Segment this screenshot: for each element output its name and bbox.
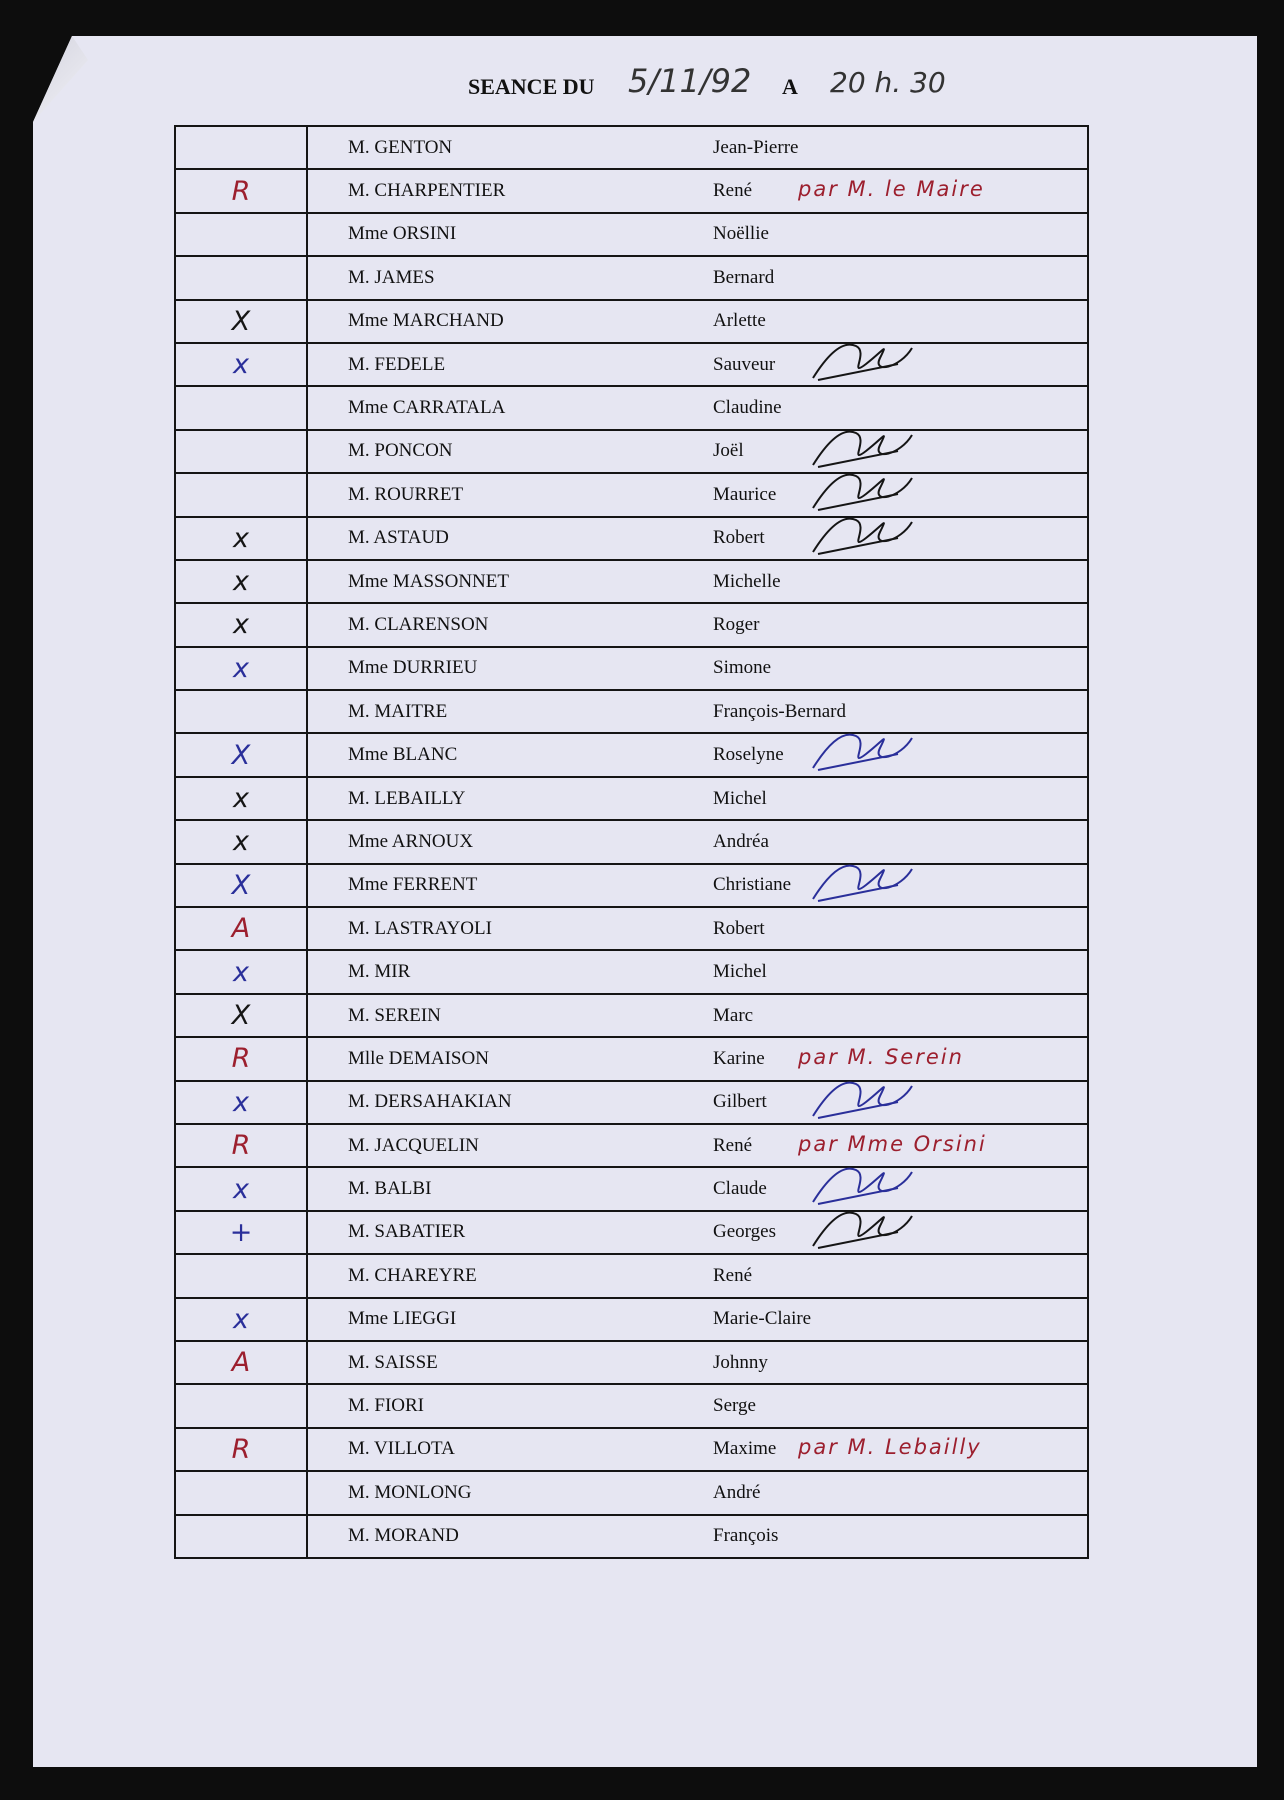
member-name: M. MAITRE [348, 700, 448, 722]
member-first-name: Roselyne [713, 744, 784, 766]
member-name: Mme BLANC [348, 744, 458, 766]
signature-scribble [808, 855, 918, 911]
member-name: M. SEREIN [348, 1004, 441, 1026]
table-row [175, 386, 1088, 429]
member-name: M. DERSAHAKIAN [348, 1091, 512, 1113]
attendance-mark-cell [175, 950, 307, 993]
attendance-mark-cell [175, 517, 307, 560]
member-cell [307, 777, 1088, 820]
member-cell [307, 473, 1088, 516]
table-row [175, 1037, 1088, 1080]
member-cell [307, 690, 1088, 733]
signature-scribble [808, 334, 918, 390]
attendance-table-body [175, 126, 1088, 1558]
member-name: M. PONCON [348, 440, 453, 462]
member-first-name: Andréa [713, 830, 769, 852]
attendance-mark-cell [175, 1037, 307, 1080]
attendance-mark-cell [175, 1428, 307, 1471]
table-row [175, 820, 1088, 863]
signature-scribble [808, 1158, 918, 1214]
attendance-mark-cell [175, 1124, 307, 1167]
table-row [175, 1471, 1088, 1514]
table-row [175, 1384, 1088, 1427]
table-row [175, 690, 1088, 733]
member-cell [307, 733, 1088, 776]
table-row [175, 603, 1088, 646]
member-name: Mme FERRENT [348, 874, 478, 896]
member-name: Mme CARRATALA [348, 397, 506, 419]
attendance-mark-cell [175, 1384, 307, 1427]
member-cell [307, 1428, 1088, 1471]
attendance-mark-cell [175, 1254, 307, 1297]
member-name: Mlle DEMAISON [348, 1047, 489, 1069]
table-row [175, 256, 1088, 299]
member-cell [307, 647, 1088, 690]
member-name: M. MORAND [348, 1525, 459, 1547]
attendance-mark-cell [175, 690, 307, 733]
member-name: Mme DURRIEU [348, 657, 478, 679]
attendance-mark-cell [175, 907, 307, 950]
member-cell [307, 820, 1088, 863]
table-row [175, 1211, 1088, 1254]
member-cell [307, 517, 1088, 560]
member-first-name: Robert [713, 917, 765, 939]
member-cell [307, 560, 1088, 603]
attendance-mark: A [231, 913, 251, 945]
table-row [175, 777, 1088, 820]
attendance-mark: x [233, 609, 249, 641]
member-first-name: Johnny [713, 1351, 768, 1373]
member-first-name: René [713, 1134, 753, 1156]
attendance-mark: x [233, 522, 249, 554]
member-cell [307, 1298, 1088, 1341]
member-first-name: Marie-Claire [713, 1308, 812, 1330]
attendance-mark: x [233, 826, 249, 858]
table-row [175, 1515, 1088, 1558]
member-cell [307, 1211, 1088, 1254]
attendance-mark: X [231, 739, 251, 771]
table-row [175, 864, 1088, 907]
signature-scribble [808, 508, 918, 564]
attendance-mark: R [231, 1043, 251, 1075]
member-name: M. VILLOTA [348, 1438, 455, 1460]
member-name: M. SAISSE [348, 1351, 438, 1373]
member-first-name: Maurice [713, 483, 777, 505]
attendance-mark-cell [175, 820, 307, 863]
member-cell [307, 1254, 1088, 1297]
member-name: M. BALBI [348, 1178, 432, 1200]
member-name: M. JAMES [348, 266, 435, 288]
attendance-mark-cell [175, 343, 307, 386]
member-first-name: Serge [713, 1395, 756, 1417]
attendance-mark-cell [175, 1471, 307, 1514]
table-row [175, 169, 1088, 212]
member-cell [307, 1124, 1088, 1167]
attendance-mark: x [233, 652, 249, 684]
member-cell [307, 430, 1088, 473]
attendance-mark-cell [175, 864, 307, 907]
attendance-mark: x [233, 1303, 249, 1335]
member-name: M. CHAREYRE [348, 1264, 477, 1286]
table-row [175, 647, 1088, 690]
member-cell [307, 1471, 1088, 1514]
member-first-name: Roger [713, 613, 760, 635]
attendance-mark-cell [175, 733, 307, 776]
attendance-mark-cell [175, 213, 307, 256]
member-first-name: Sauveur [713, 353, 776, 375]
member-first-name: Christiane [713, 874, 792, 896]
member-cell [307, 994, 1088, 1037]
table-row [175, 1341, 1088, 1384]
member-first-name: François-Bernard [713, 700, 846, 722]
member-first-name: Bernard [713, 266, 775, 288]
member-name: M. CHARPENTIER [348, 180, 506, 202]
attendance-mark-cell [175, 1081, 307, 1124]
attendance-mark-cell [175, 560, 307, 603]
attendance-mark-cell [175, 603, 307, 646]
table-row [175, 300, 1088, 343]
member-name: M. FEDELE [348, 353, 446, 375]
proxy-note: par M. Serein [798, 1044, 964, 1069]
attendance-mark-cell [175, 1515, 307, 1558]
member-cell [307, 1037, 1088, 1080]
table-row [175, 1124, 1088, 1167]
member-name: M. CLARENSON [348, 613, 489, 635]
member-cell [307, 1515, 1088, 1558]
member-first-name: Georges [713, 1221, 776, 1243]
member-first-name: Robert [713, 527, 765, 549]
table-row [175, 473, 1088, 516]
member-first-name: René [713, 1264, 753, 1286]
attendance-mark: x [233, 566, 249, 598]
table-row [175, 560, 1088, 603]
member-first-name: André [713, 1481, 761, 1503]
attendance-mark: x [233, 1173, 249, 1205]
signature-scribble [808, 724, 918, 780]
member-name: Mme LIEGGI [348, 1308, 457, 1330]
attendance-mark-cell [175, 1167, 307, 1210]
member-first-name: Arlette [713, 310, 766, 332]
member-name: M. MONLONG [348, 1481, 472, 1503]
attendance-mark: x [233, 783, 249, 815]
table-row [175, 126, 1088, 169]
member-cell [307, 126, 1088, 169]
table-row [175, 1298, 1088, 1341]
attendance-mark-cell [175, 647, 307, 690]
member-name: M. ROURRET [348, 483, 464, 505]
attendance-mark: X [231, 1000, 251, 1031]
table-row [175, 1254, 1088, 1297]
member-first-name: Jean-Pierre [713, 136, 799, 158]
member-cell [307, 213, 1088, 256]
member-first-name: Michelle [713, 570, 781, 592]
attendance-mark-cell [175, 430, 307, 473]
member-first-name: Michel [713, 961, 767, 983]
member-cell [307, 907, 1088, 950]
a-label: A [782, 74, 798, 99]
member-first-name: Claude [713, 1178, 767, 1200]
member-cell [307, 1384, 1088, 1427]
attendance-mark-cell [175, 126, 307, 169]
table-row [175, 733, 1088, 776]
member-name: M. FIORI [348, 1395, 425, 1417]
member-first-name: Karine [713, 1047, 765, 1069]
signature-scribble [808, 1202, 918, 1258]
member-name: M. MIR [348, 961, 411, 983]
table-row [175, 343, 1088, 386]
table-row [175, 994, 1088, 1037]
member-cell [307, 300, 1088, 343]
attendance-mark: + [229, 1216, 253, 1248]
attendance-mark: X [231, 869, 251, 901]
attendance-mark-cell [175, 1298, 307, 1341]
member-first-name: Gilbert [713, 1091, 767, 1113]
member-first-name: Maxime [713, 1438, 777, 1460]
attendance-mark-cell [175, 169, 307, 212]
attendance-mark: x [233, 1086, 249, 1118]
seance-label: SEANCE DU [468, 74, 595, 99]
table-row [175, 517, 1088, 560]
table-row [175, 1167, 1088, 1210]
proxy-note: par M. Lebailly [798, 1435, 982, 1460]
member-name: Mme ORSINI [348, 223, 457, 245]
member-cell [307, 343, 1088, 386]
member-first-name: François [713, 1525, 779, 1547]
member-cell [307, 256, 1088, 299]
signature-scribble [808, 421, 918, 477]
attendance-mark-cell [175, 1211, 307, 1254]
member-name: Mme MASSONNET [348, 570, 509, 592]
table-row [175, 213, 1088, 256]
member-first-name: René [713, 180, 753, 202]
member-cell [307, 1081, 1088, 1124]
member-first-name: Simone [713, 657, 772, 679]
table-row [175, 1428, 1088, 1471]
signature-scribble [808, 464, 918, 520]
table-row [175, 907, 1088, 950]
attendance-mark-cell [175, 473, 307, 516]
attendance-mark-cell [175, 386, 307, 429]
attendance-table [174, 125, 1089, 1559]
attendance-mark: R [231, 175, 251, 207]
proxy-note: par Mme Orsini [798, 1131, 987, 1156]
attendance-mark-cell [175, 994, 307, 1037]
member-name: M. GENTON [348, 136, 453, 158]
session-date: 5/11/92 [628, 62, 752, 100]
member-cell [307, 1167, 1088, 1210]
attendance-mark: A [231, 1347, 251, 1379]
proxy-note: par M. le Maire [798, 177, 985, 202]
member-cell [307, 1341, 1088, 1384]
session-header [468, 62, 1028, 110]
attendance-mark: R [231, 1130, 251, 1162]
attendance-mark-cell [175, 777, 307, 820]
attendance-mark-cell [175, 300, 307, 343]
member-name: Mme MARCHAND [348, 310, 504, 332]
member-name: M. JACQUELIN [348, 1134, 479, 1156]
attendance-mark: X [231, 305, 251, 337]
member-cell [307, 386, 1088, 429]
member-first-name: Noëllie [713, 223, 769, 245]
signature-scribble [808, 1072, 918, 1128]
table-row [175, 1081, 1088, 1124]
member-first-name: Marc [713, 1004, 754, 1026]
table-row [175, 430, 1088, 473]
attendance-mark: R [231, 1433, 251, 1465]
attendance-mark-cell [175, 256, 307, 299]
session-time: 20 h. 30 [830, 66, 946, 99]
member-first-name: Michel [713, 787, 767, 809]
attendance-mark: x [233, 349, 249, 381]
member-cell [307, 950, 1088, 993]
attendance-mark: x [233, 956, 249, 988]
member-first-name: Claudine [713, 397, 782, 419]
member-name: M. LEBAILLY [348, 787, 466, 809]
attendance-mark-cell [175, 1341, 307, 1384]
member-cell [307, 603, 1088, 646]
member-name: Mme ARNOUX [348, 830, 474, 852]
member-name: M. ASTAUD [348, 527, 449, 549]
member-cell [307, 169, 1088, 212]
member-name: M. LASTRAYOLI [348, 917, 492, 939]
member-name: M. SABATIER [348, 1221, 466, 1243]
member-first-name: Joël [713, 440, 744, 462]
member-cell [307, 864, 1088, 907]
table-row [175, 950, 1088, 993]
